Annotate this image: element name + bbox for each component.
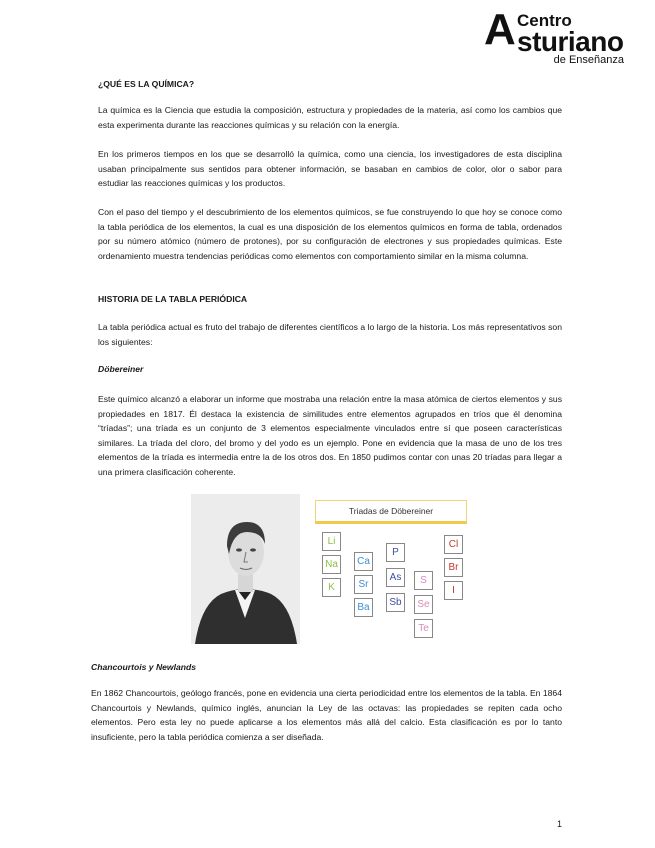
logo-line-1: Centro [517,11,572,30]
element-box: Te [414,619,433,638]
paragraph-chancourtois-newlands: En 1862 Chancourtois, geólogo francés, pone en evidencia una cierta periodicidad entre los elementos de la tabla. En 1864 Chancourtois y Newlands, químico inglés, anuncian la Ley de las octavas: las propiedades se repiten cada ocho elementos. Pero esta ley no puede aplicarse a los elementos más allá del calcio. Esta clasificación es por lo tanto insuficiente, pero la tabla periódica comienza a ser diseñada. [91,688,562,742]
paragraph-definition: La química es la Ciencia que estudia la composición, estructura y propiedades de la materia, así como los cambios que esta experimenta durante las reacciones químicas y su relación con la energía. [98,105,562,130]
element-box: Li [322,532,341,551]
dobereiner-portrait [191,494,300,644]
heading-que-es-la-quimica: ¿QUÉ ES LA QUÍMICA? [98,79,195,89]
element-box: Ca [354,552,373,571]
paragraph-dobereiner: Este químico alcanzó a elaborar un informe que mostraba una relación entre la masa atómica de ciertos elementos y sus propiedades en 1817. Él destaca la existencia de similitudes entre elementos agrupados en tríos que él denomina “tríadas”; una tríada es un conjunto de 3 elementos especialmente vinculados entre sí que poseen características similares. La tríada del cloro, del bromo y del yodo es un ejemplo. Pone en evidencia que la masa de uno de los tres elementos de la tríada es intermedia entre la de los otros dos. En 1850 pudimos contar con unas 20 tríadas para llegar a una primera clasificación coherente. [98,394,562,477]
subheading-chancourtois-newlands: Chancourtois y Newlands [91,662,197,672]
triads-title: Triadas de Döbereiner [315,500,467,524]
element-box: Se [414,595,433,614]
element-box: Ba [354,598,373,617]
element-box: Sb [386,593,405,612]
page-number: 1 [557,819,563,829]
heading-historia: HISTORIA DE LA TABLA PERIÓDICA [98,294,248,304]
element-box: I [444,581,463,600]
logo-line-3: de Enseñanza [553,54,624,66]
element-box: As [386,568,405,587]
element-box: K [322,578,341,597]
school-logo [484,5,634,66]
subheading-dobereiner: Döbereiner [98,364,144,374]
logo-line-2: sturiano [517,26,624,57]
element-box: P [386,543,405,562]
paragraph-early-times: En los primeros tiempos en los que se desarrolló la química, como una ciencia, los investigadores de esta disciplina usaban principalmente sus sentidos para obtener información, se basaban en cambios de color, olor o sabor para estudiar las reacciones químicas y los productos. [98,149,562,189]
paragraph-periodic-table-intro: Con el paso del tiempo y el descubrimiento de los elementos químicos, se fue construyendo lo que hoy se conoce como la tabla periódica de los elementos, la cual es una disposición de los elementos químicos en forma de tabla, ordenados por su número atómico (número de protones), por su configuración de electrones y sus propiedades químicas. Este ordenamiento muestra tendencias periódicas como elementos con comportamiento similar en la misma columna. [98,207,562,261]
paragraph-history-intro: La tabla periódica actual es fruto del trabajo de diferentes científicos a lo largo de la historia. Los más representativos son los siguientes: [98,322,562,347]
logo-initial: A [484,5,516,54]
element-box: S [414,571,433,590]
element-box: Sr [354,575,373,594]
element-box: Br [444,558,463,577]
dobereiner-triads-figure [312,498,477,638]
element-box: Na [322,555,341,574]
element-box: Cl [444,535,463,554]
